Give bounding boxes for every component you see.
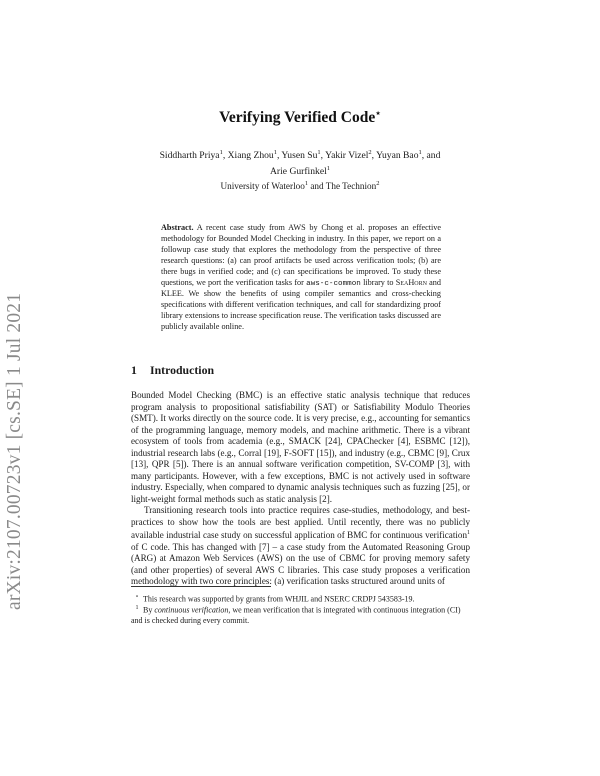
footnote-emphasis: continuous verification (154, 605, 229, 615)
author-name: Xiang Zhou (227, 150, 274, 162)
footnote-text: By (143, 605, 155, 615)
footnote-reference: 1 (467, 530, 470, 536)
affiliation-mark: 2 (376, 180, 380, 187)
abstract-text: library to (360, 277, 396, 287)
section-heading (131, 363, 214, 378)
title-text: Verifying Verified Code (219, 109, 376, 127)
abstract-label: Abstract. (161, 223, 194, 232)
footnote-text: , we mean verification that is integrated with continuous integration (CI) and is checked during every commit. (131, 605, 461, 626)
paragraph-text: of C code. This has changed with [7] – a case study from the Automated Reasoning Group (ARG) at Amazon Web Services (AWS) on the use of CBMC for proving memory safety (and other properties) of several AWS C libraries. This case study proposes a verification methodology with two core principles: (a) verification tasks structured around units of (131, 541, 470, 587)
author-affiliation-mark: 1 (317, 149, 321, 156)
footnote-mark: ⋆ (135, 594, 139, 600)
abstract-text: A recent case study from AWS by Chong et al. proposes an effective methodology for Bounded Model Checking in industry. In this paper, we report on a followup case study that explores the methodology from the perspective of three research questions: (a) can proof artifacts be used across verification tools; (b) are there bugs in verified code; and (c) can specifications be improved. To study these questions, we port the verification tasks for (161, 223, 441, 287)
paragraph (131, 505, 470, 588)
author-affiliation-mark: 1 (326, 164, 330, 172)
arxiv-identifier: arXiv:2107.00723v1 [cs.SE] 1 Jul 2021 (4, 292, 25, 610)
footnote-text: This research was supported by grants from WHJIL and NSERC CRDPJ 543583-19. (143, 594, 415, 604)
author-affiliation-mark: 1 (273, 149, 277, 156)
affiliation-mark: 1 (304, 180, 309, 187)
affiliation-technion: The Technion (325, 181, 377, 192)
section-number: 1 (131, 363, 137, 377)
footnote-mark: 1 (135, 605, 139, 611)
author-name: Siddharth Priya (159, 150, 220, 162)
paper-title (120, 108, 480, 127)
author-list: Siddharth Priya$^1$, Xiang Zhou$^1$, Yusen Su$^1$, Yakir Vizel$^2$, Yuyan Bao$^1$, and Arie Gurfinkel$^1$ (159, 149, 441, 177)
author-affiliation-mark: 2 (368, 149, 372, 156)
author-affiliation-mark: 1 (219, 149, 223, 156)
author-name: Yakir Vizel (325, 150, 369, 162)
footnote (131, 603, 470, 627)
affiliations (130, 180, 470, 191)
abstract-code-library: aws-c-common (306, 279, 361, 288)
author-name: Yuyan Bao (376, 150, 419, 162)
title-footnote-mark: ⋆ (375, 108, 381, 118)
abstract-text: and KLEE. We show the benefits of using compiler semantics and cross-checking specifications with different verification techniques, and call for standardizing proof library extensions to increase specification reuse. The verification tasks discussed are publicly available online. (161, 277, 441, 332)
abstract (161, 223, 441, 333)
paragraph-text: Transitioning research tools into practice requires case-studies, methodology, and best-practices to show how the tools are best applied. Until recently, there was no publicly available industrial case study on successful application of BMC for continuous verification (131, 505, 470, 541)
author-name: Yusen Su (281, 150, 318, 162)
section-title: Introduction (150, 363, 215, 377)
affiliation-waterloo: University of Waterloo (220, 181, 305, 192)
section-body (131, 390, 470, 588)
footnote-rule (131, 586, 271, 587)
abstract-tool-name: SeaHorn (395, 277, 427, 287)
affiliation-joiner: and (308, 181, 326, 192)
author-name: Arie Gurfinkel (270, 165, 327, 177)
paragraph: Bounded Model Checking (BMC) is an effective static analysis technique that reduces program analysis to propositional satisfiability (SAT) or Satisfiability Modulo Theories (SMT). It works directly on the source code. It is very precise, e.g., accounting for semantics of the programming language, memory models, and machine arithmetic. There is a vibrant ecosystem of tools from academia (e.g., SMACK [24], CPAChecker [4], ESBMC [12]), industrial research labs (e.g., Corral [19], F-SOFT [15]), and industry (e.g., CBMC [9], Crux [13], QPR [5]). There is an annual software verification competition, SV-COMP [3], with many participants. However, with a few exceptions, BMC is not actively used in software industry. Especially, when compared to dynamic analysis techniques such as fuzzing [25], or light-weight formal methods such as static analysis [2]. (131, 390, 470, 504)
author-affiliation-mark: 1 (418, 149, 422, 156)
